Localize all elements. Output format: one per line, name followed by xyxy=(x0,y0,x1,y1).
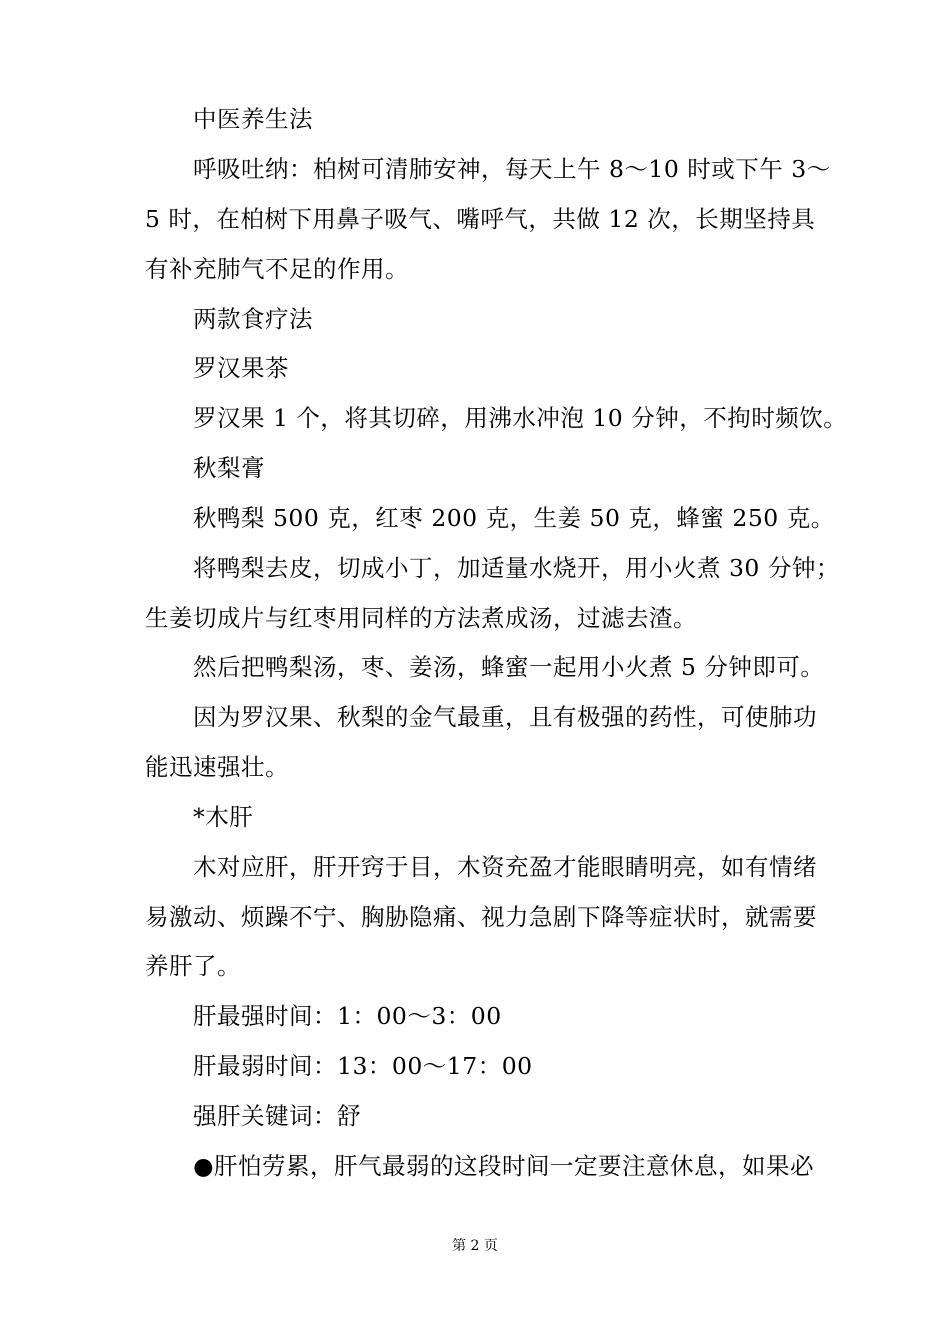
paragraph-line: 肝最弱时间：13：00～17：00 xyxy=(193,1052,533,1080)
heading-wood-liver: *木肝 xyxy=(193,803,254,831)
paragraph-line: 木对应肝，肝开窍于目，木资充盈才能眼睛明亮，如有情绪 xyxy=(193,853,817,881)
paragraph-line: 能迅速强壮。 xyxy=(145,753,289,781)
paragraph-line: 将鸭梨去皮，切成小丁，加适量水烧开，用小火煮 30 分钟； xyxy=(193,554,840,582)
paragraph-line: 有补充肺气不足的作用。 xyxy=(145,255,409,283)
paragraph-line: 因为罗汉果、秋梨的金气最重，且有极强的药性，可使肺功 xyxy=(193,703,817,731)
paragraph-line: 秋鸭梨 500 克，红枣 200 克，生姜 50 克，蜂蜜 250 克。 xyxy=(193,504,835,532)
heading-luohanguo-tea: 罗汉果茶 xyxy=(193,354,289,382)
heading-autumn-pear-paste: 秋梨膏 xyxy=(193,454,265,482)
paragraph-line: 强肝关键词：舒 xyxy=(193,1102,361,1130)
paragraph-line: 肝最强时间：1：00～3：00 xyxy=(193,1002,502,1030)
heading-tcm-health-methods: 中医养生法 xyxy=(193,105,313,133)
paragraph-line: 易激动、烦躁不宁、胸胁隐痛、视力急剧下降等症状时，就需要 xyxy=(145,903,817,931)
paragraph-line: 呼吸吐纳：柏树可清肺安神，每天上午 8～10 时或下午 3～ xyxy=(193,155,831,183)
paragraph-line: 然后把鸭梨汤，枣、姜汤，蜂蜜一起用小火煮 5 分钟即可。 xyxy=(193,653,825,681)
paragraph-line: ●肝怕劳累，肝气最弱的这段时间一定要注意休息，如果必 xyxy=(193,1152,815,1180)
page-number: 第 2 页 xyxy=(452,1238,498,1254)
heading-diet-therapies: 两款食疗法 xyxy=(193,305,313,333)
paragraph-line: 5 时，在柏树下用鼻子吸气、嘴呼气，共做 12 次，长期坚持具 xyxy=(145,205,816,233)
paragraph-line: 罗汉果 1 个，将其切碎，用沸水冲泡 10 分钟，不拘时频饮。 xyxy=(193,404,848,432)
paragraph-line: 生姜切成片与红枣用同样的方法煮成汤，过滤去渣。 xyxy=(145,604,697,632)
paragraph-line: 养肝了。 xyxy=(145,952,241,980)
